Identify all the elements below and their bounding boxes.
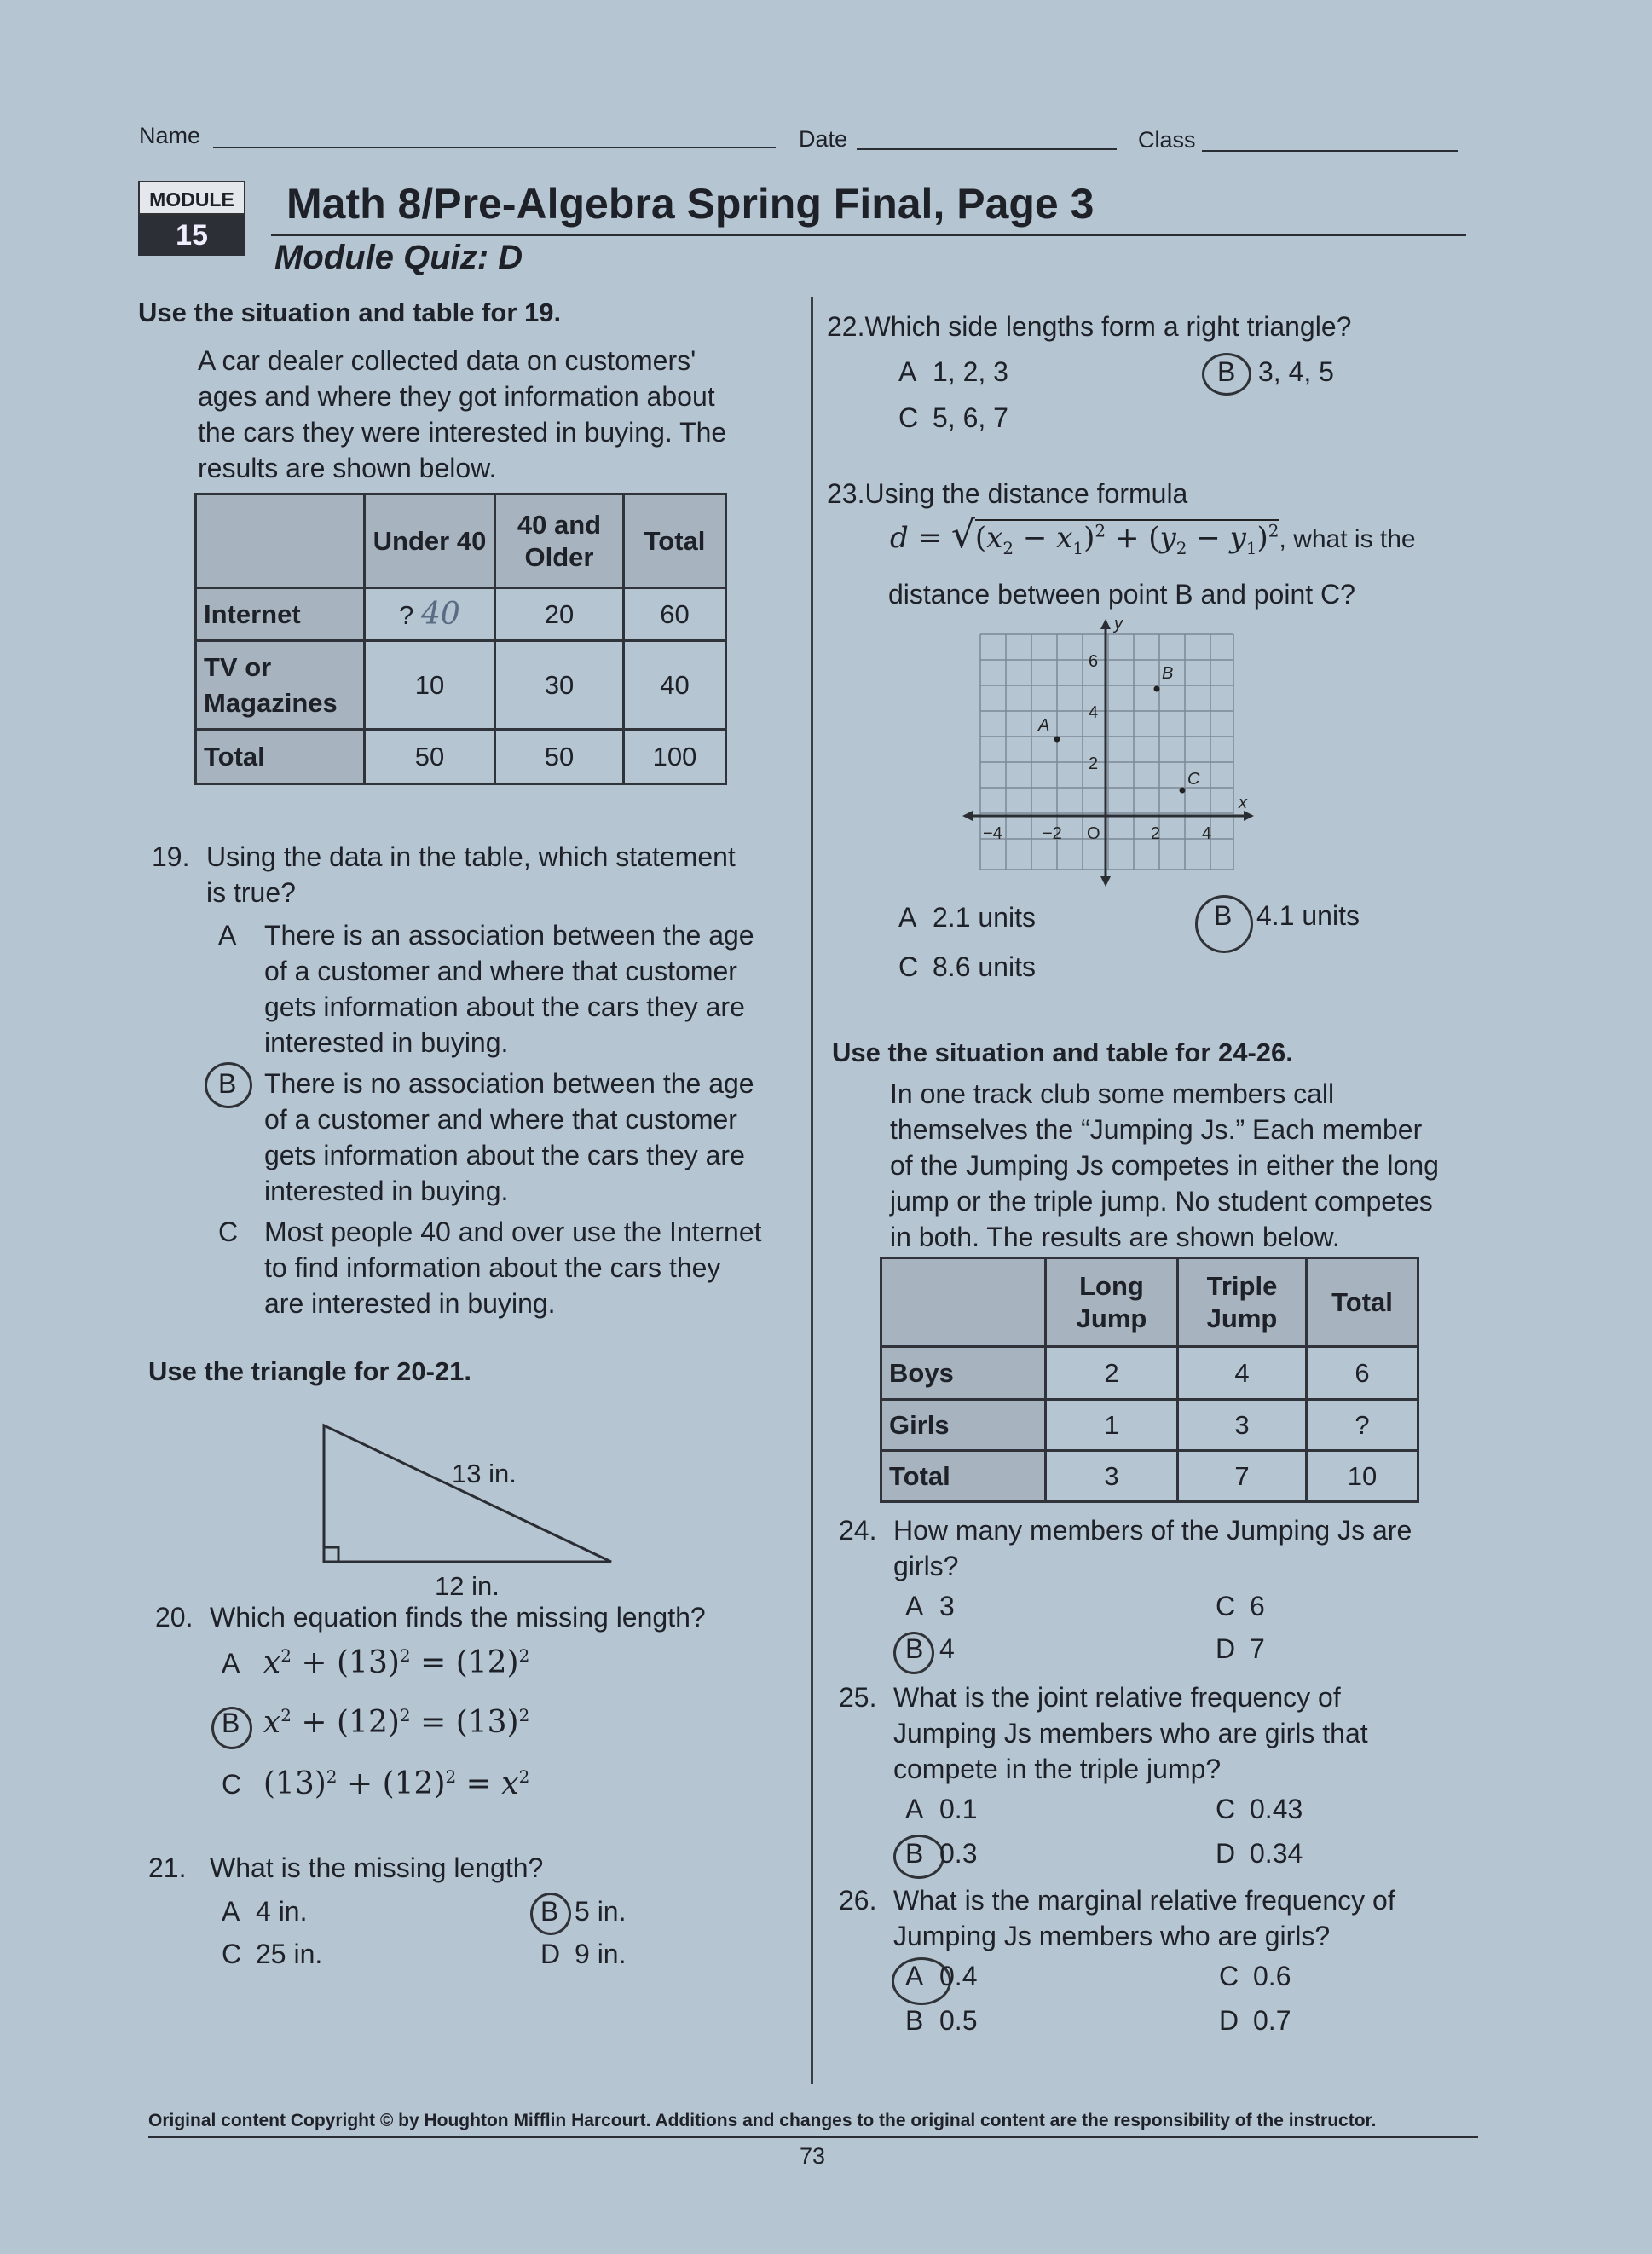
col-header: Total xyxy=(1307,1258,1418,1347)
q26-option-d[interactable]: D 0.7 xyxy=(1219,2005,1291,2036)
q25-stem: What is the joint relative frequency of Jumping Js members who are girls that compete in the triple jump? xyxy=(893,1682,1368,1784)
point-c xyxy=(1180,788,1186,794)
q19-option-c[interactable]: Most people 40 and over use the Internet to find information about the cars they are interested in buying. xyxy=(264,1217,762,1319)
distance-formula: $d = √(x_2 - x_1)^2 + (y_2 - y_1)^2$, what is the xyxy=(890,513,1416,558)
table-cell: 4 xyxy=(1178,1347,1307,1400)
table-cell: 10 xyxy=(365,641,495,730)
date-line[interactable] xyxy=(857,148,1117,150)
q23-option-c[interactable]: C 8.6 units xyxy=(898,951,1036,982)
q19-option-b[interactable]: There is no association between the age of a customer and where that customer gets information about the cars they are interested in buying. xyxy=(264,1068,754,1206)
jump-table xyxy=(880,1257,1419,1503)
table-cell: 6 xyxy=(1307,1347,1418,1400)
q20-option-a[interactable]: A $x^2 + (13)^2 = (12)^2$ xyxy=(222,1645,530,1680)
table-cell: 7 xyxy=(1178,1451,1307,1502)
base-label: 12 in. xyxy=(435,1571,500,1601)
q25-option-c[interactable]: C 0.43 xyxy=(1216,1794,1303,1824)
table-cell: 3 xyxy=(1178,1400,1307,1451)
origin-label: O xyxy=(1087,824,1100,843)
y-tick-label: 4 xyxy=(1089,703,1099,722)
q26-option-a[interactable]: A 0.4 xyxy=(905,1961,978,1991)
situation-24: In one track club some members call themselves the “Jumping Js.” Each member of the Jumping Js competes in either the long jump or the triple jump. No student competes in both. The results are shown below. xyxy=(890,1078,1439,1252)
col-header: 40 and Older xyxy=(495,494,624,588)
class-line[interactable] xyxy=(1202,150,1458,152)
x-tick-label: 2 xyxy=(1151,824,1161,843)
title-rule xyxy=(271,234,1466,236)
page-title: Math 8/Pre-Algebra Spring Final, Page 3 xyxy=(286,180,1095,228)
table-row: Total 50 50 100 xyxy=(196,730,726,784)
q21-number: 21. xyxy=(148,1852,187,1883)
y-tick-label: 2 xyxy=(1089,754,1099,773)
point-a xyxy=(1054,737,1060,743)
q20-number: 20. xyxy=(155,1602,194,1633)
table-row: TV or Magazines 10 30 40 xyxy=(196,641,726,730)
q26-option-c[interactable]: C 0.6 xyxy=(1219,1961,1291,1991)
q25-option-d[interactable]: D 0.34 xyxy=(1216,1838,1303,1869)
q21-option-b[interactable]: B 5 in. xyxy=(540,1896,627,1927)
triangle-shape xyxy=(324,1425,611,1562)
col-header: Triple Jump xyxy=(1178,1258,1307,1347)
table-row: Total 3 7 10 xyxy=(881,1451,1418,1502)
footer-rule xyxy=(148,2136,1478,2138)
triangle-diagram xyxy=(315,1415,622,1569)
q21-option-c[interactable]: C 25 in. xyxy=(222,1939,323,1969)
table-row: Boys 2 4 6 xyxy=(881,1347,1418,1400)
date-label: Date xyxy=(799,126,848,152)
table-cell: 30 xyxy=(495,641,624,730)
col-header: Total xyxy=(624,494,726,588)
q22-option-c[interactable]: C 5, 6, 7 xyxy=(898,402,1008,433)
module-label: MODULE xyxy=(138,181,245,215)
q23-option-a[interactable]: A 2.1 units xyxy=(898,902,1036,933)
right-angle-mark xyxy=(324,1547,338,1562)
point-a-label: A xyxy=(1038,716,1050,735)
table-cell: 40 xyxy=(624,641,726,730)
page-number: 73 xyxy=(800,2143,826,2169)
x-tick-label: 4 xyxy=(1202,824,1212,843)
table-cell: 1 xyxy=(1046,1400,1178,1451)
q19-option-a[interactable]: There is an association between the age of a customer and where that customer gets information about the cars they are interested in buying. xyxy=(264,920,754,1058)
q20-option-b[interactable]: B $x^2 + (12)^2 = (13)^2$ xyxy=(222,1705,530,1740)
q24-option-c[interactable]: C 6 xyxy=(1216,1591,1265,1621)
column-divider xyxy=(811,297,813,2084)
q21-stem: What is the missing length? xyxy=(210,1852,544,1883)
table-cell: ? 40 xyxy=(365,588,495,641)
q22-option-a[interactable]: A 1, 2, 3 xyxy=(898,356,1008,387)
class-label: Class xyxy=(1138,127,1196,153)
col-header: Under 40 xyxy=(365,494,495,588)
q24-number: 24. xyxy=(839,1515,877,1546)
module-badge xyxy=(138,181,245,257)
table-cell: 50 xyxy=(495,730,624,784)
table-row: Girls 1 3 ? xyxy=(881,1400,1418,1451)
q19-number: 19. xyxy=(152,841,190,872)
table-cell: 50 xyxy=(365,730,495,784)
x-tick-label: −4 xyxy=(983,824,1002,843)
q21-option-a[interactable]: A 4 in. xyxy=(222,1896,308,1927)
q25-number: 25. xyxy=(839,1682,877,1713)
page-subtitle: Module Quiz: D xyxy=(274,239,523,276)
q19-option-c-letter[interactable]: C xyxy=(218,1217,239,1247)
q19-option-a-letter[interactable]: A xyxy=(218,920,237,951)
hypotenuse-label: 13 in. xyxy=(452,1459,517,1488)
col-header: Long Jump xyxy=(1046,1258,1178,1347)
table-row: Internet ? 40 20 60 xyxy=(196,588,726,641)
table-cell: 100 xyxy=(624,730,726,784)
intro-19: Use the situation and table for 19. xyxy=(138,298,562,327)
y-tick-label: 6 xyxy=(1089,652,1099,671)
intro-20: Use the triangle for 20-21. xyxy=(148,1356,472,1386)
module-number: 15 xyxy=(138,215,245,256)
q26-option-b[interactable]: B 0.5 xyxy=(905,2005,978,2036)
customer-table xyxy=(194,493,727,785)
q24-option-b[interactable]: B 4 xyxy=(905,1633,955,1664)
coordinate-grid xyxy=(959,616,1257,888)
table-cell: 10 xyxy=(1307,1451,1418,1502)
q23-stem-2: distance between point B and point C? xyxy=(888,579,1355,610)
q19-stem: Using the data in the table, which statement is true? xyxy=(206,841,736,908)
name-label: Name xyxy=(139,123,201,148)
table-cell: 3 xyxy=(1046,1451,1178,1502)
q20-stem: Which equation finds the missing length? xyxy=(210,1602,706,1633)
name-line[interactable] xyxy=(213,147,776,148)
table-cell: ? xyxy=(1307,1400,1418,1451)
q26-stem: What is the marginal relative frequency of Jumping Js members who are girls? xyxy=(893,1885,1395,1951)
q23-option-b[interactable]: B 4.1 units xyxy=(1214,900,1360,931)
q20-option-c[interactable]: C $(13)^2 + (12)^2 = x^2$ xyxy=(222,1766,530,1801)
intro-24: Use the situation and table for 24-26. xyxy=(832,1037,1293,1067)
q24-option-d[interactable]: D 7 xyxy=(1216,1633,1265,1664)
situation-19: A car dealer collected data on customers' ages and where they got information about the cars they were interested in buying. The results are shown below. xyxy=(198,345,727,483)
q22-option-b[interactable]: B 3, 4, 5 xyxy=(1217,356,1334,387)
q22: 22.Which side lengths form a right triangle? xyxy=(827,311,1352,342)
x-axis-label: x xyxy=(1239,794,1247,812)
table-cell: 20 xyxy=(495,588,624,641)
table-cell: 60 xyxy=(624,588,726,641)
table-cell: 2 xyxy=(1046,1347,1178,1400)
q25-option-b[interactable]: B 0.3 xyxy=(905,1838,978,1869)
point-b-label: B xyxy=(1162,664,1174,683)
handwritten-answer: 40 xyxy=(421,597,460,632)
q26-number: 26. xyxy=(839,1885,877,1916)
q21-option-d[interactable]: D 9 in. xyxy=(540,1939,627,1969)
y-axis-label: y xyxy=(1114,616,1123,633)
point-b xyxy=(1154,686,1160,692)
q25-option-a[interactable]: A 0.1 xyxy=(905,1794,978,1824)
q24-option-a[interactable]: A 3 xyxy=(905,1591,955,1621)
q19-option-b-letter[interactable]: B xyxy=(218,1068,237,1099)
copyright-footer: Original content Copyright © by Houghton Mifflin Harcourt. Additions and changes to the original content are the responsibility of the instructor. xyxy=(148,2111,1377,2130)
point-c-label: C xyxy=(1187,770,1200,789)
q23: 23.Using the distance formula xyxy=(827,478,1188,509)
q24-stem: How many members of the Jumping Js are girls? xyxy=(893,1515,1412,1581)
x-tick-label: −2 xyxy=(1043,824,1062,843)
